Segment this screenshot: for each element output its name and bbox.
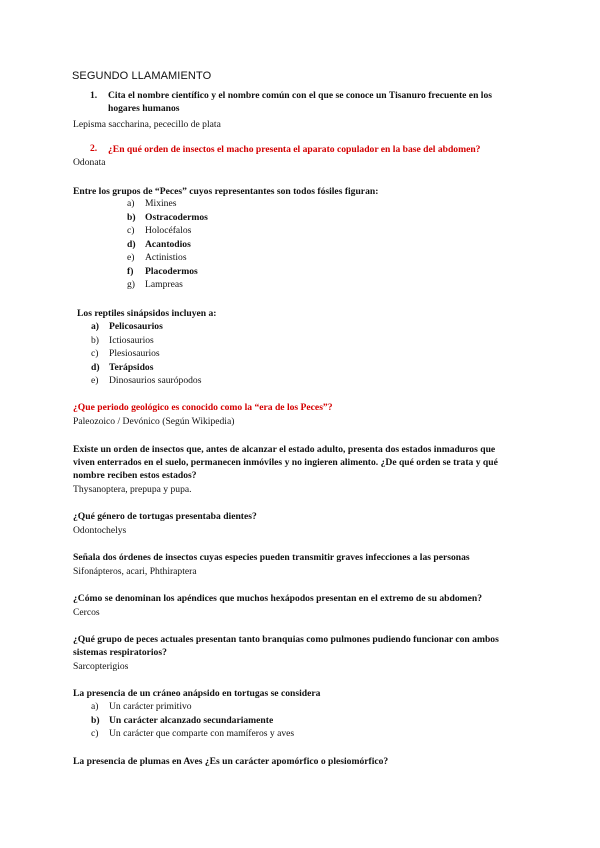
answer-5: Paleozoico / Devónico (Según Wikipedia) xyxy=(73,416,235,427)
question-number: 1. xyxy=(90,90,98,101)
question-6-line-1: Existe un orden de insectos que, antes de alcanzar el estado adulto, presenta dos estados inmaduros que xyxy=(73,444,496,455)
answer-8: Sifonápteros, acari, Phthiraptera xyxy=(73,566,197,577)
question-1-line-2: hogares humanos xyxy=(108,103,180,114)
question-10-line-2: sistemas respiratorios? xyxy=(73,647,167,658)
answer-7: Odontochelys xyxy=(73,525,127,536)
question-2: ¿En qué orden de insectos el macho presenta el aparato copulador en la base del abdomen? xyxy=(108,144,481,155)
question-12: La presencia de plumas en Aves ¿Es un carácter apomórfico o plesiomórfico? xyxy=(73,756,389,767)
answer-9: Cercos xyxy=(73,607,100,618)
question-11: La presencia de un cráneo anápsido en tortugas se considera xyxy=(73,688,321,699)
page-title: SEGUNDO LLAMAMIENTO xyxy=(72,70,212,82)
question-6-line-3: nombre reciben estos estados? xyxy=(73,470,197,481)
answer-10: Sarcopterigios xyxy=(73,661,129,672)
question-7: ¿Qué género de tortugas presentaba dientes? xyxy=(73,511,257,522)
answer-6: Thysanoptera, prepupa y pupa. xyxy=(73,484,192,495)
question-5: ¿Que periodo geológico es conocido como la “era de los Peces”? xyxy=(73,402,333,413)
question-9: ¿Cómo se denominan los apéndices que muchos hexápodos presentan en el extremo de su abdomen? xyxy=(73,593,483,604)
answer-1: Lepisma saccharina, pececillo de plata xyxy=(73,119,221,130)
answer-2: Odonata xyxy=(73,157,106,168)
question-1-line-1: Cita el nombre científico y el nombre común con el que se conoce un Tisanuro frecuente en los xyxy=(108,90,492,101)
question-6-line-2: viven enterrados en el suelo, permanecen inmóviles y no ingieren alimento. ¿De qué orden se trata y qué xyxy=(73,457,498,468)
question-8: Señala dos órdenes de insectos cuyas especies pueden transmitir graves infecciones a las personas xyxy=(73,552,470,563)
question-number: 2. xyxy=(90,143,98,154)
question-4: Los reptiles sinápsidos incluyen a: xyxy=(77,308,217,319)
question-10-line-1: ¿Qué grupo de peces actuales presentan tanto branquias como pulmones pudiendo funcionar con ambos xyxy=(73,634,499,645)
document-page: SEGUNDO LLAMAMIENTO 1. Cita el nombre científico y el nombre común con el que se conoce un Tisanuro frecuente en los hogares humanos Lepisma saccharina, pececillo de plata 2. ¿En qué orden de insectos el macho presenta el aparato copulador en la base del abdomen? Odonata Entre los grupos de “Peces” cuyos representantes son todos fósiles figuran: a) Mixines b) Ostracodermos c) Holocéfalos d) Acantodios e) Actinistios f) Placodermos g) Lampreas Los reptiles sinápsidos incluyen a: a) Pelicosaurios b) Ictiosaurios c) Plesiosaurios d) Terápsidos e) Dinosaurios saurópodos ¿Que periodo geológico es conocido como la “era de los Peces”? Paleozoico / Devónico (Según Wikipedia) Existe un orden de insectos que, antes de alcanzar el estado adulto, presenta dos estados inmaduros que viven enterrados en el suelo, permanecen inmóviles y no ingieren alimento. ¿De qué orden se trata y qué nombre reciben estos estados? Thysanoptera, prepupa y pupa. ¿Qué género de tortugas presentaba dientes? Odontochelys Señala dos órdenes de insectos cuyas especies pueden transmitir graves infecciones a las personas Sifonápteros, acari, Phthiraptera ¿Cómo se denominan los apéndices que muchos hexápodos presentan en el extremo de su abdomen? Cercos ¿Qué grupo de peces actuales presentan tanto branquias como pulmones pudiendo funcionar con ambos sistemas respiratorios? Sarcopterigios La presencia de un cráneo anápsido en tortugas se considera a) Un carácter primitivo b) Un carácter alcanzado secundariamente c) Un carácter que comparte con mamíferos y aves La presencia de plumas en Aves ¿Es un carácter apomórfico o plesiomórfico? xyxy=(72,70,499,767)
question-3: Entre los grupos de “Peces” cuyos representantes son todos fósiles figuran: xyxy=(73,186,379,197)
